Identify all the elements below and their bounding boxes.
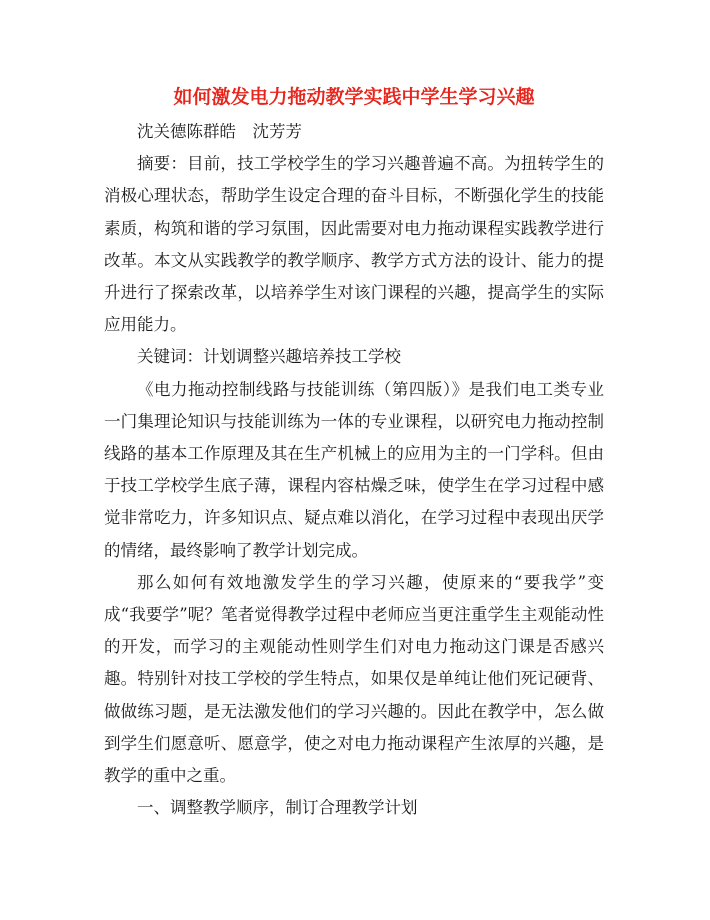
body-paragraph-2: 那么如何有效地激发学生的学习兴趣，使原来的“要我学”变成“我要学”呢？笔者觉得教学过程中老师应当更注重学生主观能动性的开发，而学习的主观能动性则学生们对电力拖动这门课是否感兴趣。特别针对技工学校的学生特点，如果仅是单纯让他们死记硬背、做做练习题，是无法激发他们的学习兴趣的。因此在教学中，怎么做到学生们愿意听、愿意学，使之对电力拖动课程产生浓厚的兴趣，是教学的重中之重。 (104, 572, 604, 786)
keywords-line: 关键词：计划调整兴趣培养技工学校 (137, 347, 401, 367)
section-heading: 一、调整教学顺序，制订合理教学计划 (137, 798, 418, 818)
document-title: 如何激发电力拖动教学实践中学生学习兴趣 (173, 86, 535, 108)
body-paragraph-1: 《电力拖动控制线路与技能训练（第四版）》是我们电工类专业一门集理论知识与技能训练为一体的专业课程，以研究电力拖动控制线路的基本工作原理及其在生产机械上的应用为主的一门学科。但由于技工学校学生底子薄，课程内容枯燥乏味，使学生在学习过程中感觉非常吃力，许多知识点、疑点难以消化，在学习过程中表现出厌学的情绪，最终影响了教学计划完成。 (104, 379, 604, 560)
abstract-paragraph: 摘要：目前，技工学校学生的学习兴趣普遍不高。为扭转学生的消极心理状态，帮助学生设定合理的奋斗目标，不断强化学生的技能素质，构筑和谐的学习氛围，因此需要对电力拖动课程实践教学进行改革。本文从实践教学的教学顺序、教学方式方法的设计、能力的提升进行了探索改革，以培养学生对该门课程的兴趣，提高学生的实际应用能力。 (104, 154, 604, 335)
document-page (104, 84, 604, 824)
author-line: 沈关德陈群皓 沈芳芳 (137, 122, 302, 141)
